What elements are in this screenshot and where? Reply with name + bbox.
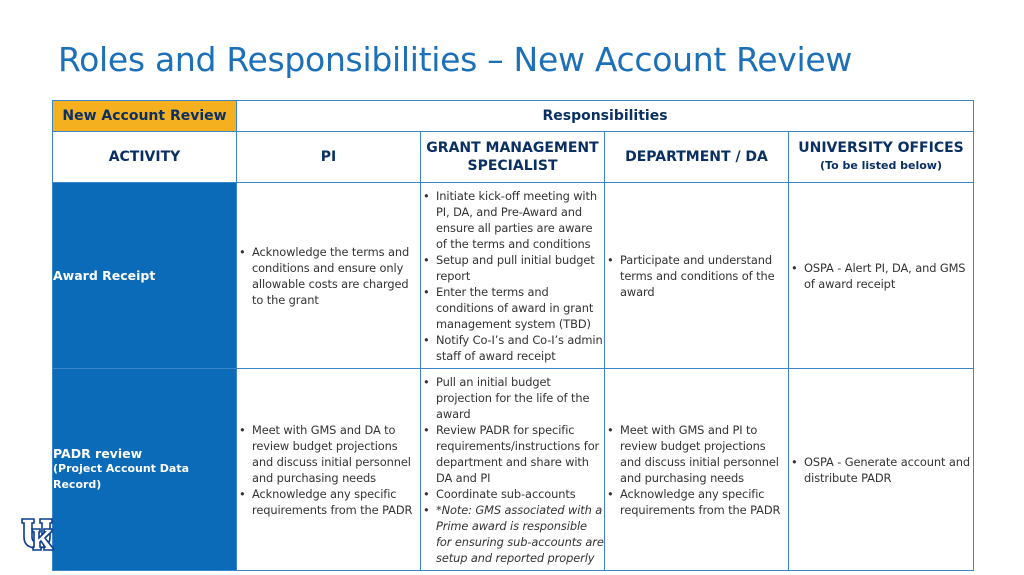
list-item: • Acknowledge the terms and conditions and ensure only allowable costs are charged to the grant — [237, 244, 420, 308]
corner-header: New Account Review — [53, 101, 237, 132]
list-item: • Meet with GMS and PI to review budget projections and discuss initial personnel and purchasing needs — [605, 422, 788, 486]
department-cell — [605, 369, 789, 571]
column-header-gms: GRANT MANAGEMENT SPECIALIST — [421, 132, 605, 183]
gms-note: • *Note: GMS associated with a Prime award is responsible for ensuring sub-accounts are setup and reported properly — [421, 502, 604, 566]
gms-cell — [421, 183, 605, 369]
activity-subtitle: (Project Account Data Record) — [53, 462, 190, 491]
slide-title: Roles and Responsibilities – New Account Review — [58, 40, 853, 79]
list-item: • Coordinate sub-accounts — [421, 486, 604, 502]
list-item: • Enter the terms and conditions of award in grant management system (TBD) — [421, 284, 604, 332]
list-item: • Initiate kick-off meeting with PI, DA, and Pre-Award and ensure all parties are aware of the terms and conditions — [421, 188, 604, 252]
table-row — [53, 369, 974, 571]
table-column-header-row — [53, 132, 974, 183]
uk-logo-icon — [20, 515, 60, 555]
gms-cell — [421, 369, 605, 571]
university-offices-cell — [789, 369, 974, 571]
list-item: • OSPA - Alert PI, DA, and GMS of award receipt — [789, 260, 973, 292]
list-item: • Setup and pull initial budget report — [421, 252, 604, 284]
list-item: • Acknowledge any specific requirements from the PADR — [237, 486, 420, 518]
list-item: • Acknowledge any specific requirements from the PADR — [605, 486, 788, 518]
responsibilities-header: Responsibilities — [237, 101, 974, 132]
list-item: • Pull an initial budget projection for the life of the award — [421, 374, 604, 422]
list-item: • Notify Co-I’s and Co-I’s admin staff of award receipt — [421, 332, 604, 364]
activity-cell-padr-review: PADR review (Project Account Data Record) — [53, 369, 237, 571]
column-header-university-offices: UNIVERSITY OFFICES (To be listed below) — [789, 132, 974, 183]
column-header-university-offices-note: (To be listed below) — [820, 159, 942, 172]
responsibilities-table — [52, 100, 974, 571]
list-item: • Review PADR for specific requirements/instructions for department and share with DA and PI — [421, 422, 604, 486]
university-offices-cell — [789, 183, 974, 369]
activity-cell-award-receipt: Award Receipt — [53, 183, 237, 369]
table-group-header-row — [53, 101, 974, 132]
table-row — [53, 183, 974, 369]
column-header-department: DEPARTMENT / DA — [605, 132, 789, 183]
column-header-activity: ACTIVITY — [53, 132, 237, 183]
list-item: • Meet with GMS and DA to review budget projections and discuss initial personnel and purchasing needs — [237, 422, 420, 486]
pi-cell — [237, 369, 421, 571]
pi-cell — [237, 183, 421, 369]
department-cell — [605, 183, 789, 369]
list-item: • OSPA - Generate account and distribute PADR — [789, 454, 973, 486]
column-header-pi: PI — [237, 132, 421, 183]
list-item: • Participate and understand terms and conditions of the award — [605, 252, 788, 300]
